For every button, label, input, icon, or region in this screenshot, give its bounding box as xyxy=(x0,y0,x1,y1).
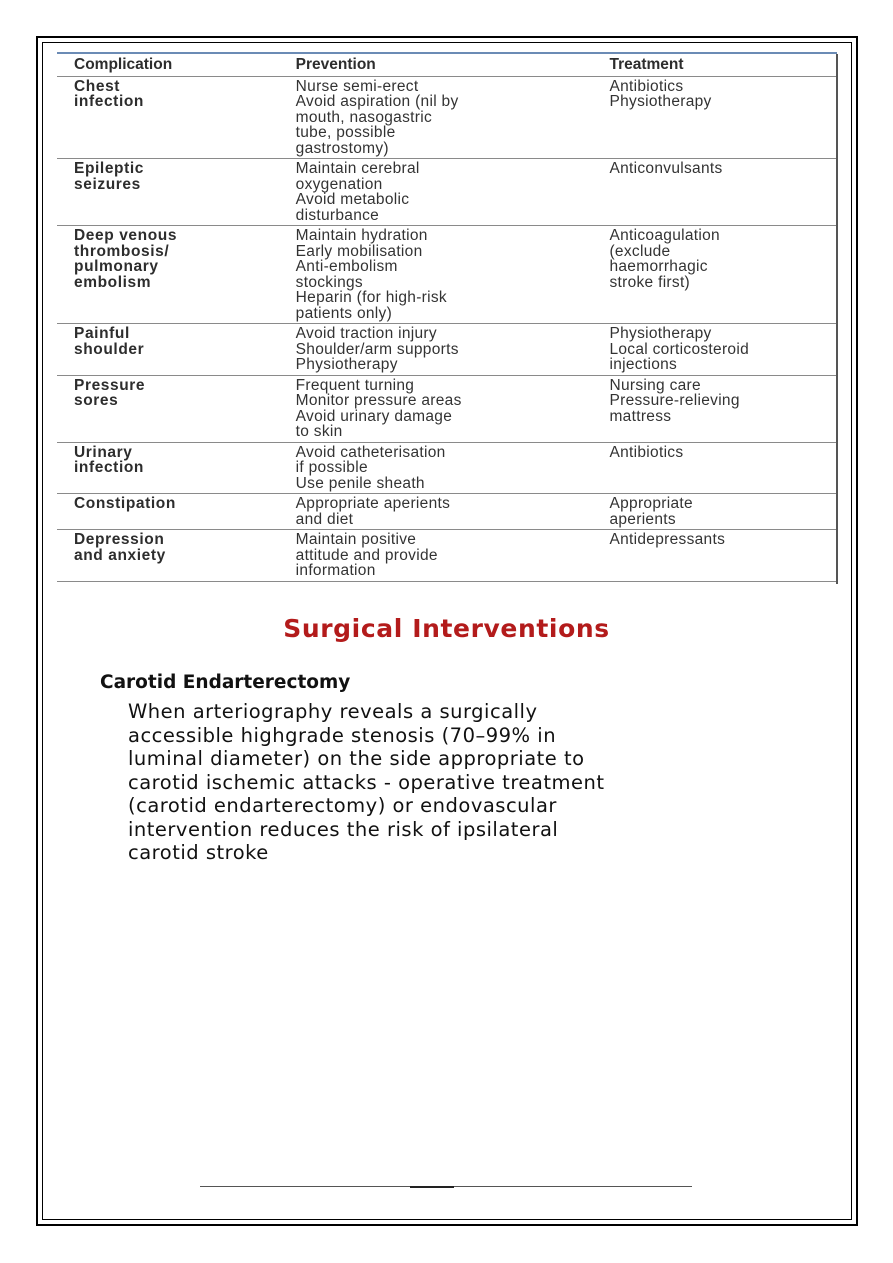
cell-prevention-line: disturbance xyxy=(295,206,380,224)
cell-treatment-line: aperients xyxy=(609,510,676,528)
header-prevention: Prevention xyxy=(264,53,586,76)
cell-prevention xyxy=(264,494,586,530)
table-row xyxy=(57,76,837,159)
body-line: accessible highgrade stenosis (70–99% in xyxy=(128,723,557,747)
cell-treatment-line: Local corticosteroid xyxy=(609,340,750,358)
table-header-row xyxy=(57,53,837,76)
cell-complication-line: Urinary xyxy=(74,443,133,461)
cell-treatment xyxy=(585,159,837,226)
complications-table-container xyxy=(57,52,837,582)
cell-complication xyxy=(57,530,264,582)
table-row xyxy=(57,494,837,530)
cell-prevention-line: Maintain positive xyxy=(295,531,417,548)
table-body xyxy=(57,76,837,581)
cell-complication-line: Deep venous xyxy=(74,227,178,244)
table-row xyxy=(57,159,837,226)
body-paragraph xyxy=(128,700,788,865)
cell-prevention xyxy=(264,375,586,442)
cell-prevention-line: oxygenation xyxy=(295,175,383,193)
cell-treatment xyxy=(585,530,837,582)
cell-prevention-line: Avoid urinary damage xyxy=(295,407,453,425)
cell-prevention-line: Appropriate aperients xyxy=(295,495,451,512)
cell-complication xyxy=(57,226,264,324)
cell-treatment xyxy=(585,375,837,442)
cell-prevention-line: Early mobilisation xyxy=(295,242,423,260)
cell-prevention-line: Avoid traction injury xyxy=(295,325,437,342)
body-line: (carotid endarterectomy) or endovascular xyxy=(128,794,557,817)
cell-prevention-line: Frequent turning xyxy=(295,376,415,394)
cell-prevention-line: Use penile sheath xyxy=(295,474,425,492)
cell-treatment xyxy=(585,76,837,159)
cell-complication-line: thrombosis/ xyxy=(74,242,170,260)
cell-prevention-line: Anti-embolism xyxy=(295,258,398,275)
cell-prevention xyxy=(264,324,586,376)
cell-treatment-line: Anticonvulsants xyxy=(609,160,723,177)
table-row xyxy=(57,226,837,324)
cell-prevention-line: tube, possible xyxy=(295,124,396,141)
cell-treatment-line: haemorrhagic xyxy=(609,258,708,275)
body-line: intervention reduces the risk of ipsilateral xyxy=(128,817,559,841)
cell-prevention-line: gastrostomy) xyxy=(295,139,389,157)
cell-prevention xyxy=(264,442,586,494)
cell-complication-line: shoulder xyxy=(74,340,145,358)
cell-complication-line: Chest xyxy=(74,77,121,95)
cell-complication-line: and anxiety xyxy=(74,546,166,564)
complications-table xyxy=(57,52,837,582)
cell-treatment-line: stroke first) xyxy=(609,273,691,291)
cell-complication-line: infection xyxy=(74,459,144,476)
cell-treatment-line: Anticoagulation xyxy=(609,227,720,244)
cell-complication-line: seizures xyxy=(74,175,141,193)
cell-complication-line: sores xyxy=(74,392,119,409)
cell-treatment xyxy=(585,324,837,376)
cell-complication xyxy=(57,324,264,376)
cell-prevention-line: if possible xyxy=(295,459,368,476)
cell-complication-line: Pressure xyxy=(74,376,146,394)
cell-prevention-line: patients only) xyxy=(295,304,393,322)
cell-prevention xyxy=(264,226,586,324)
cell-prevention xyxy=(264,159,586,226)
cell-complication xyxy=(57,494,264,530)
cell-treatment-line: injections xyxy=(609,356,678,373)
cell-treatment-line: Physiotherapy xyxy=(609,325,712,342)
cell-complication xyxy=(57,375,264,442)
cell-treatment-line: Appropriate xyxy=(609,495,693,512)
cell-complication xyxy=(57,76,264,159)
cell-complication-line: embolism xyxy=(74,273,152,291)
cell-treatment xyxy=(585,442,837,494)
cell-prevention-line: Avoid aspiration (nil by xyxy=(295,93,459,110)
body-line: carotid ischemic attacks - operative treatment xyxy=(128,770,605,794)
cell-treatment-line: Pressure-relieving xyxy=(609,392,740,409)
cell-prevention-line: information xyxy=(295,562,376,579)
cell-treatment xyxy=(585,226,837,324)
cell-prevention-line: to skin xyxy=(295,423,343,440)
subheading-carotid-endarterectomy: Carotid Endarterectomy xyxy=(100,672,351,693)
cell-complication xyxy=(57,442,264,494)
cell-prevention-line: Heparin (for high-risk xyxy=(295,289,447,306)
body-line: When arteriography reveals a surgically xyxy=(128,700,538,723)
cell-treatment-line: Antibiotics xyxy=(609,443,684,461)
cell-treatment-line: Nursing care xyxy=(609,376,701,394)
cell-prevention-line: Physiotherapy xyxy=(295,356,398,373)
cell-prevention-line: Avoid metabolic xyxy=(295,191,410,208)
cell-complication xyxy=(57,159,264,226)
cell-complication-line: infection xyxy=(74,93,144,110)
cell-prevention xyxy=(264,76,586,159)
cell-complication-line: Painful xyxy=(74,325,130,342)
section-title: Surgical Interventions xyxy=(283,614,610,643)
cell-treatment-line: Antidepressants xyxy=(609,531,726,548)
footer-rule-mark xyxy=(410,1186,454,1188)
cell-complication-line: Depression xyxy=(74,531,165,548)
cell-prevention xyxy=(264,530,586,582)
cell-treatment-line: mattress xyxy=(609,407,672,425)
cell-complication-line: pulmonary xyxy=(74,258,159,275)
cell-prevention-line: and diet xyxy=(295,510,354,528)
cell-prevention-line: Nurse semi-erect xyxy=(295,77,419,95)
cell-prevention-line: Maintain hydration xyxy=(295,227,428,244)
table-row xyxy=(57,375,837,442)
body-line: carotid stroke xyxy=(128,841,269,864)
cell-treatment-line: Physiotherapy xyxy=(609,93,712,110)
table-row xyxy=(57,324,837,376)
cell-prevention-line: stockings xyxy=(295,273,363,291)
cell-treatment-line: (exclude xyxy=(609,242,671,260)
cell-prevention-line: Shoulder/arm supports xyxy=(295,340,459,358)
cell-treatment xyxy=(585,494,837,530)
header-treatment: Treatment xyxy=(585,53,837,76)
cell-prevention-line: Avoid catheterisation xyxy=(295,443,446,461)
cell-prevention-line: attitude and provide xyxy=(295,546,438,564)
cell-complication-line: Epileptic xyxy=(74,160,144,177)
table-row xyxy=(57,442,837,494)
table-row xyxy=(57,530,837,582)
header-complication: Complication xyxy=(57,53,264,76)
cell-treatment-line: Antibiotics xyxy=(609,77,684,95)
cell-complication-line: Constipation xyxy=(74,495,176,512)
cell-prevention-line: Monitor pressure areas xyxy=(295,392,462,409)
cell-prevention-line: Maintain cerebral xyxy=(295,160,420,177)
body-line: luminal diameter) on the side appropriate to xyxy=(128,747,585,770)
cell-prevention-line: mouth, nasogastric xyxy=(295,108,433,126)
table-right-rule xyxy=(836,54,838,584)
